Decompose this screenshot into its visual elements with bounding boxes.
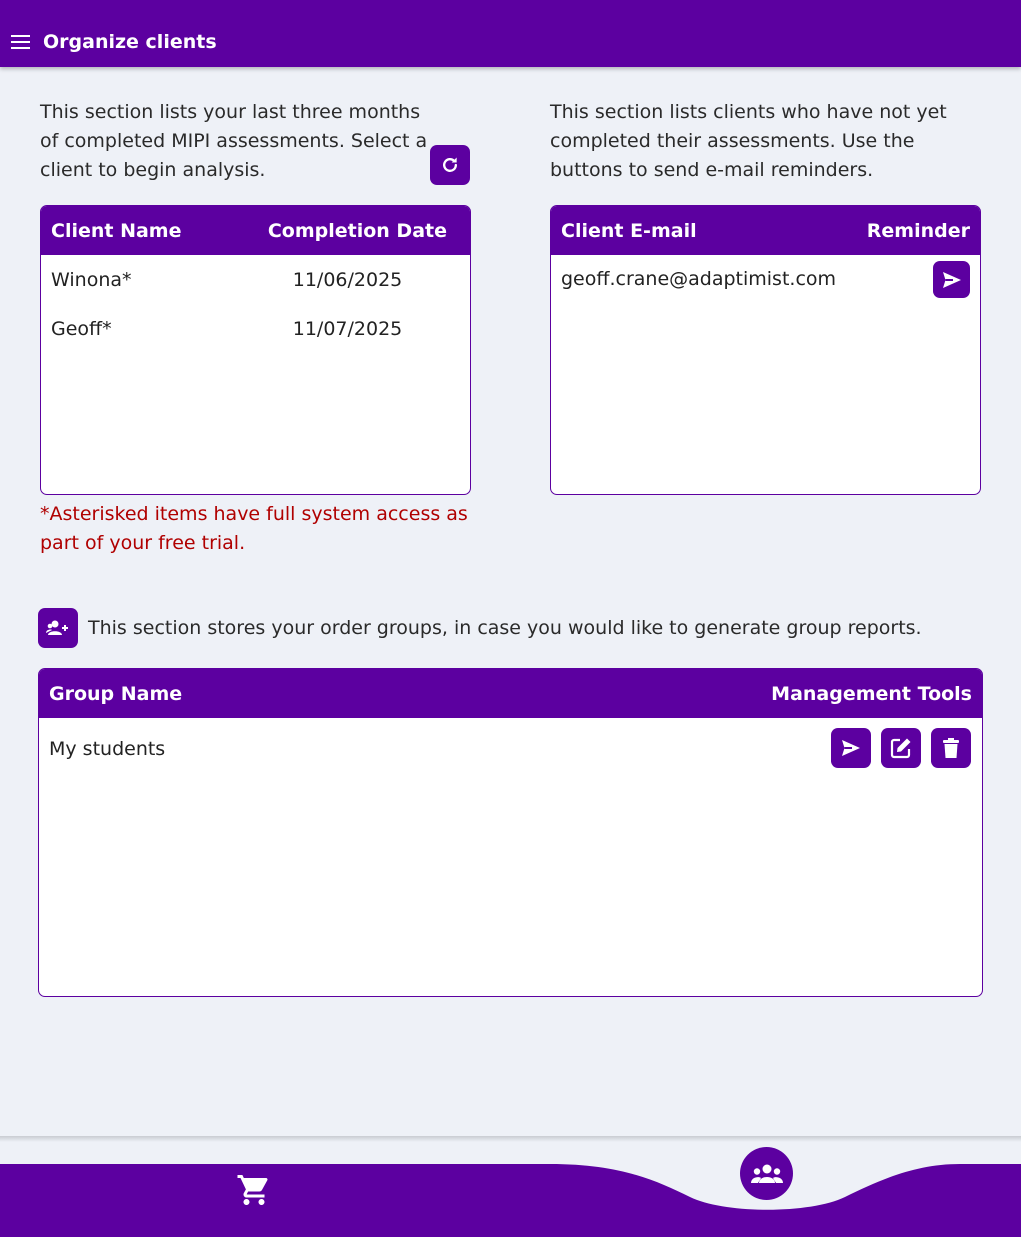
completed-table-header: [41, 206, 470, 255]
groups-table-header: [39, 669, 982, 718]
column-client-email: Client E-mail: [561, 219, 697, 242]
send-icon: [841, 739, 861, 757]
menu-icon[interactable]: [11, 35, 30, 50]
table-row[interactable]: [41, 255, 470, 304]
column-client-name: Client Name: [51, 219, 182, 242]
groups-description: This section stores your order groups, in case you would like to generate group reports.: [88, 617, 922, 639]
column-completion-date: Completion Date: [267, 219, 447, 242]
group-name[interactable]: My students: [49, 738, 166, 760]
column-reminder: Reminder: [866, 219, 970, 242]
page-title: Organize clients: [43, 31, 217, 53]
table-row[interactable]: [41, 304, 470, 353]
cart-button[interactable]: [236, 1172, 272, 1208]
pending-description: This section lists clients who have not yet completed their assessments. Use the buttons to send e-mail reminders.: [550, 101, 947, 181]
column-group-name: Group Name: [49, 682, 183, 705]
client-name: Winona*: [51, 268, 132, 291]
top-app-bar: [0, 0, 1021, 67]
table-row: [551, 255, 980, 303]
order-groups-table: [38, 668, 983, 997]
cart-icon: [236, 1172, 272, 1208]
client-name: Geoff*: [51, 317, 112, 340]
pending-clients-table: [550, 205, 981, 495]
pending-table-header: [551, 206, 980, 255]
send-group-button[interactable]: [831, 728, 871, 768]
table-row: [39, 718, 982, 780]
group-add-icon: [46, 619, 70, 637]
edit-icon: [890, 737, 912, 759]
bottom-navigation-bar: [0, 1142, 1021, 1237]
column-management-tools: Management Tools: [771, 682, 972, 705]
trash-icon: [942, 737, 960, 759]
completed-clients-table: [40, 205, 471, 495]
users-icon: [750, 1163, 784, 1185]
completion-date: 11/06/2025: [292, 268, 403, 291]
add-group-button[interactable]: [38, 608, 78, 648]
edit-group-button[interactable]: [881, 728, 921, 768]
delete-group-button[interactable]: [931, 728, 971, 768]
completion-date: 11/07/2025: [292, 317, 403, 340]
trial-note: *Asterisked items have full system access as part of your free trial.: [40, 503, 468, 554]
send-reminder-button[interactable]: [933, 261, 970, 298]
clients-nav-button[interactable]: [740, 1147, 793, 1200]
refresh-icon: [440, 155, 460, 175]
refresh-button[interactable]: [430, 145, 470, 185]
completed-description: This section lists your last three months of completed MIPI assessments. Select a client to begin analysis.: [40, 101, 428, 181]
send-icon: [942, 271, 962, 289]
client-email: geoff.crane@adaptimist.com: [561, 268, 837, 290]
